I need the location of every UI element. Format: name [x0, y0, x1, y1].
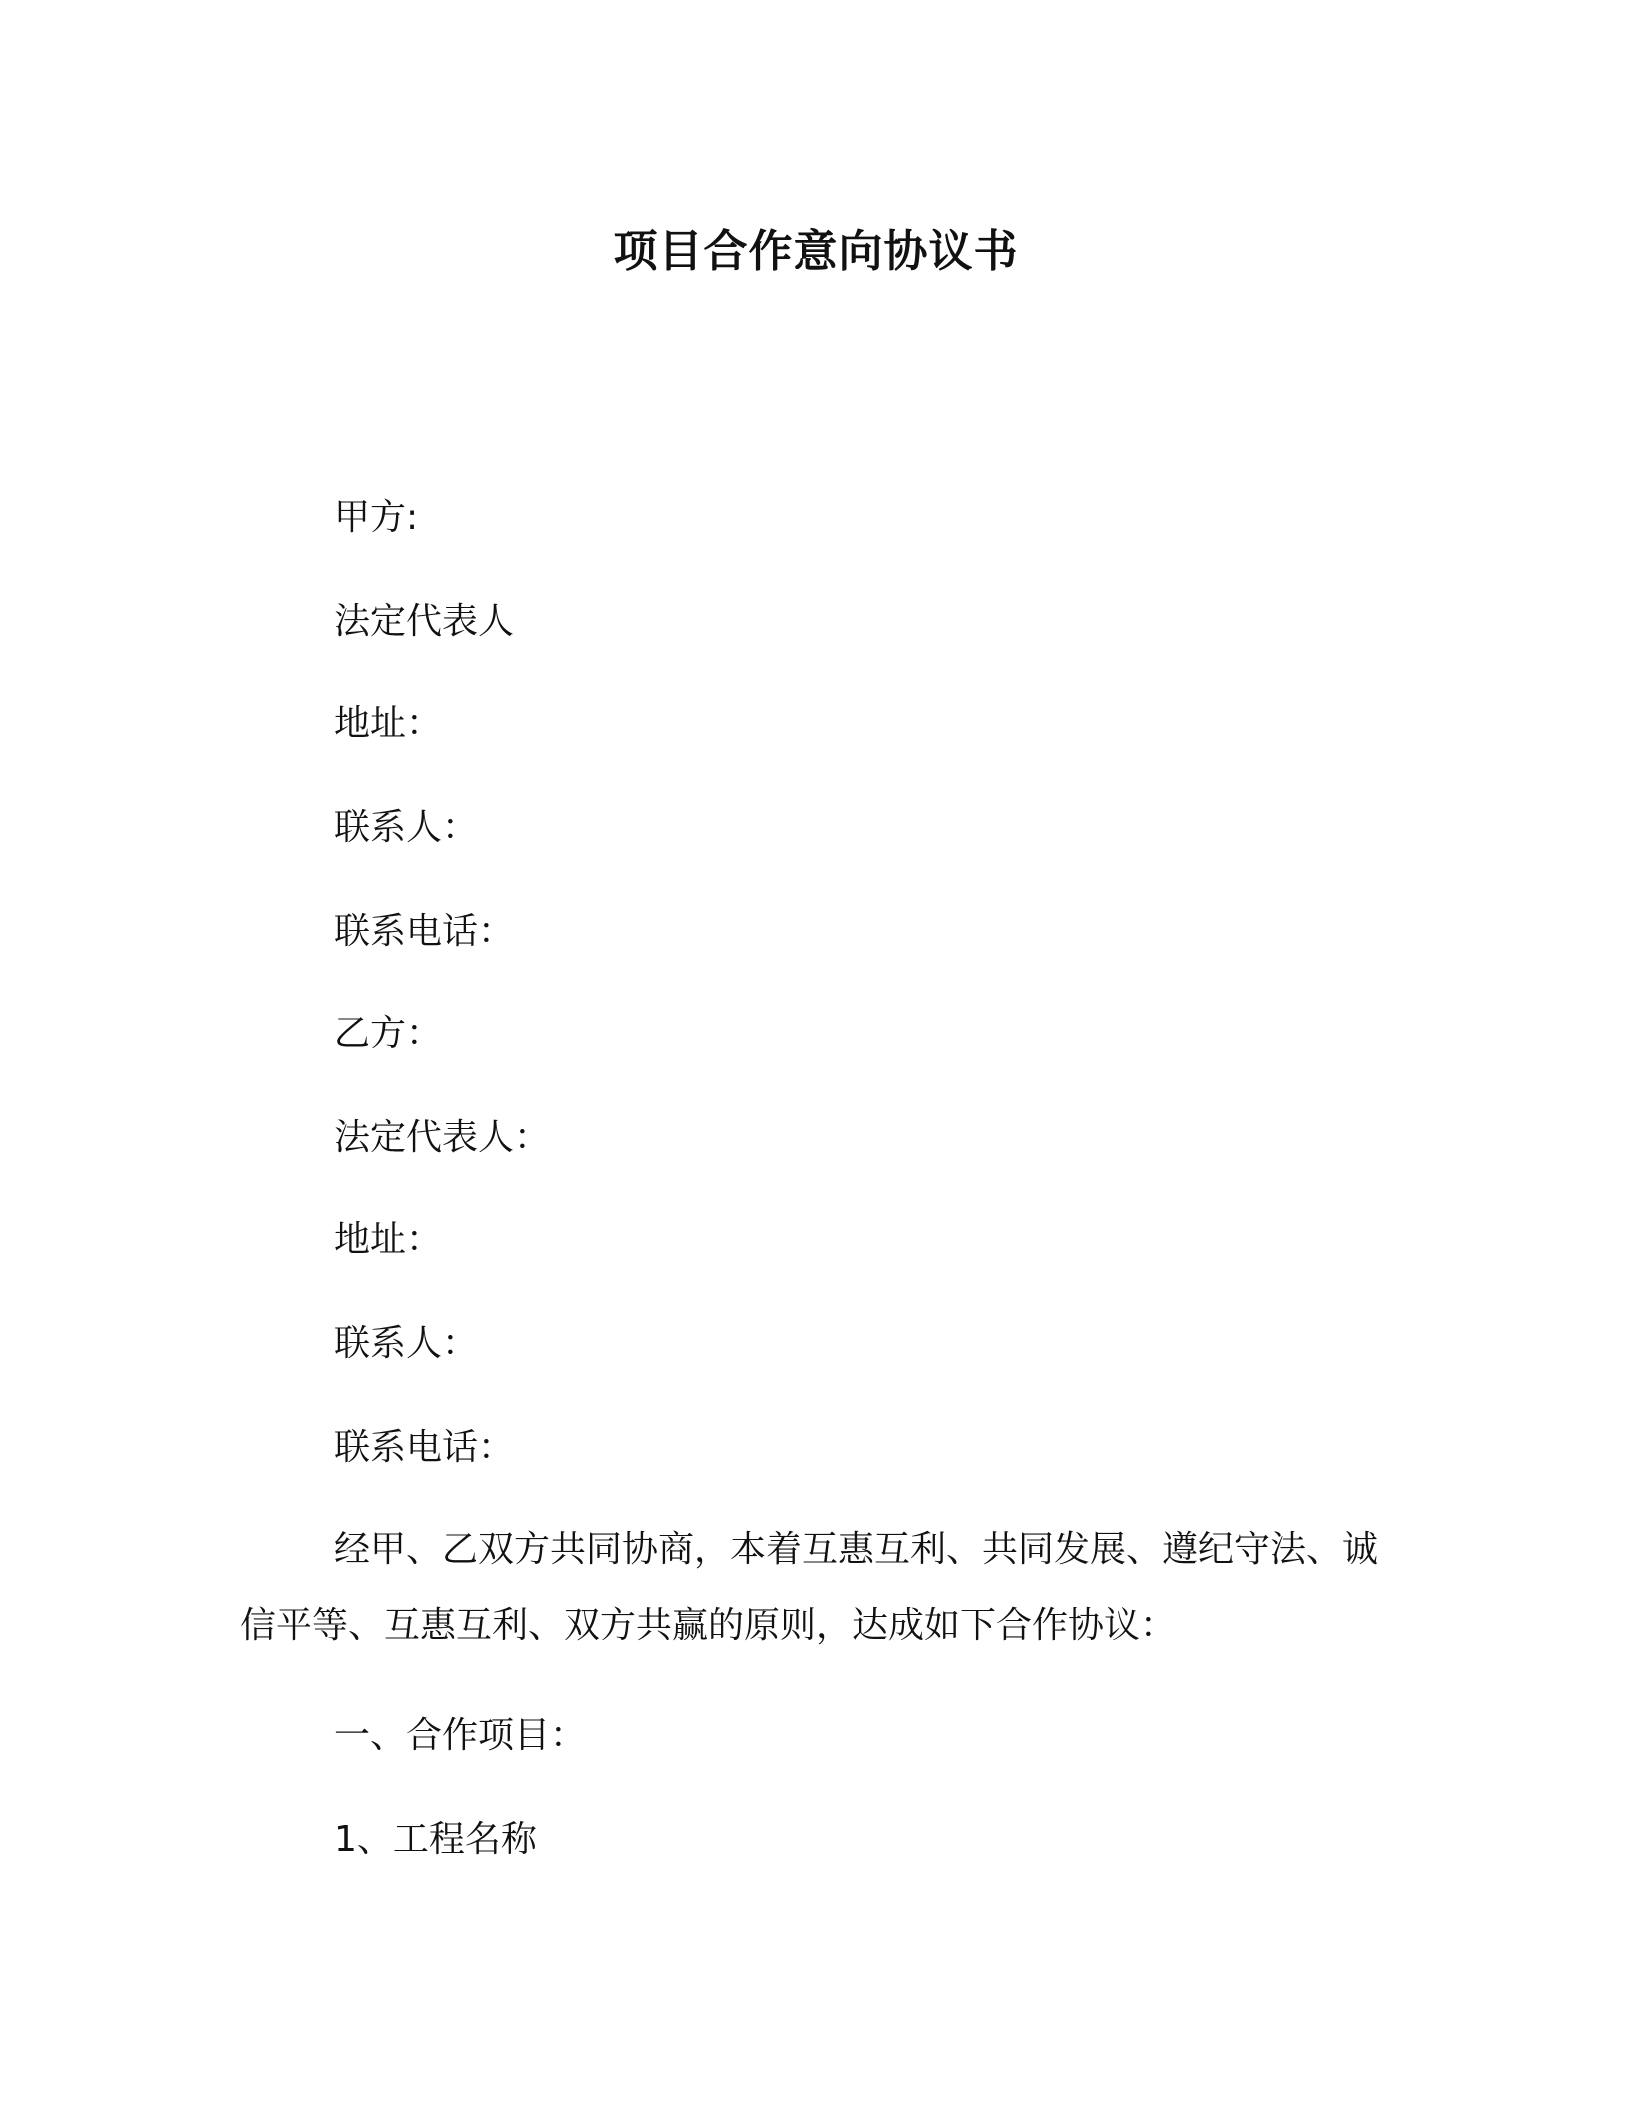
party-a-phone-label: 联系电话： [334, 911, 515, 952]
party-a-label: 甲方: [334, 497, 419, 538]
intro-paragraph: 经甲、乙双方共同协商，本着互惠互利、共同发展、遵纪守法、诚信平等、互惠互利、双方共赢的原则，达成如下合作协议： [240, 1529, 1379, 1646]
party-a-representative-label: 法定代表人 [334, 601, 515, 642]
project-name-item: 1、工程名称 [334, 1819, 537, 1860]
section-1-heading: 一、合作项目： [334, 1715, 587, 1756]
party-b-address-label: 地址： [334, 1219, 443, 1260]
party-a-contact-label: 联系人： [334, 807, 479, 848]
party-b-contact-label: 联系人： [334, 1323, 479, 1364]
party-b-label: 乙方： [334, 1013, 443, 1054]
party-a-address-label: 地址： [334, 703, 443, 744]
document-title: 项目合作意向协议书 [613, 226, 1019, 277]
party-b-phone-label: 联系电话： [334, 1427, 515, 1468]
party-b-representative-label: 法定代表人： [334, 1117, 551, 1158]
